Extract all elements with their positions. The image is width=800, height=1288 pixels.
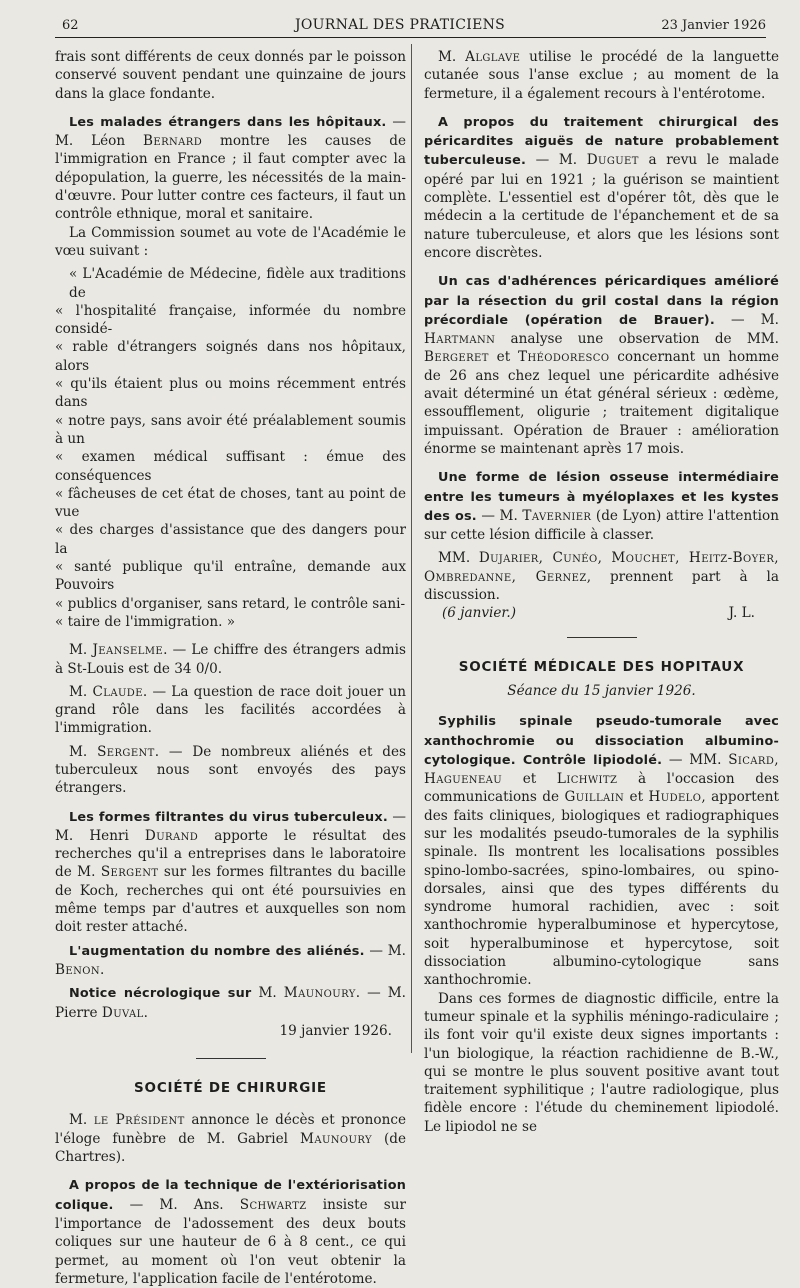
section-title: Les malades étrangers dans les hôpitaux. bbox=[69, 114, 387, 130]
quote-line: « rable d'étrangers soignés dans nos hôpitaux, alors bbox=[55, 339, 406, 374]
author-name: Dujarier, Cunéo, Mouchet, Heitz-Boyer, Ombredanne, Gernez bbox=[424, 550, 779, 585]
author-name: Alglave bbox=[465, 49, 521, 65]
quote-line: « examen médical suffisant : émue des conséquences bbox=[55, 449, 406, 484]
section-lesion-osseuse: Une forme de lésion osseuse intermédiaire entre les tumeurs à myéloplaxes et les kystes des os. — M. Tavernier (de Lyon) attire l'attention sur cette lésion difficile à classer. bbox=[424, 470, 779, 544]
section-adherences-pericardiques: Un cas d'adhérences péricardiques amélioré par la résection du gril costal dans la région précordiale (opération de Brauer). — M. Hartmann analyse une observation de MM. Bergeret et Théodoresco concernant un homme de 26 ans chez lequel une péricardite adhésive avait déterminé un état général sérieux : œdème, essoufflement, oligurie ; traitement digitalique impuissant. Opération de Brauer : amélioration énorme se maintenant après 17 mois. bbox=[424, 274, 779, 457]
column-separator bbox=[411, 44, 412, 1053]
author-name: Tavernier bbox=[522, 507, 592, 524]
author-name: Sicard, Hagueneau bbox=[424, 751, 779, 788]
paragraph-continuation: frais sont différents de ceux donnés par le poisson conservé souvent pendant une quinzaine de jours dans la glace fondante. bbox=[55, 49, 406, 102]
author-name: Benon bbox=[55, 961, 100, 978]
author-name: Théodoresco bbox=[518, 349, 610, 366]
author-name: Durand bbox=[144, 827, 199, 844]
paragraph-alglave: M. Alglave utilise le procédé de la languette cutanée sous l'anse exclue ; au moment de la fermeture, il a également recours à l'entérotome. bbox=[424, 49, 779, 102]
society-heading: SOCIÉTÉ DE CHIRURGIE bbox=[134, 1080, 327, 1097]
quote-line: « l'hospitalité française, informée du nombre considé- bbox=[55, 302, 406, 338]
author-name: Duguet bbox=[586, 152, 639, 169]
section-formes-filtrantes: Les formes filtrantes du virus tuberculeux. — M. Henri Durand apporte le résultat des recherches qu'il a entreprises dans le laboratoire de M. Sergent sur les formes filtrantes du bacille de Koch, recherches qui ont été poursuivies en même temps par d'autres et auxquelles son nom doit rester attaché. bbox=[55, 808, 406, 936]
paragraph-claude: M. Claude. — La question de race doit jouer un grand rôle dans les facilités accordées à l'immigration. bbox=[55, 683, 406, 737]
left-column bbox=[55, 48, 406, 1288]
paragraph-sergent: M. Sergent. — De nombreux aliénés et des tuberculeux nous sont envoyés des pays étrangers. bbox=[55, 743, 407, 797]
author-name: Maunoury bbox=[300, 1130, 372, 1147]
section-pericardites: A propos du traitement chirurgical des péricardites aiguës de nature probablement tuberculeuse. — M. Duguet a revu le malade opéré par lui en 1921 ; la guérison se maintient complète. L'essentiel est d'opérer tôt, dès que le médecin a la certitude de l'épanchement et de sa nature tuberculeuse, et alors que les lésions sont encore discrètes. bbox=[424, 114, 779, 261]
paragraph-jeanselme: M. Jeanselme. — Le chiffre des étrangers admis à St-Louis est de 34 0/0. bbox=[55, 642, 406, 677]
quote-line: « des charges d'assistance que des dangers pour la bbox=[55, 522, 406, 557]
header-rule bbox=[55, 37, 766, 38]
author-name: Sergent bbox=[100, 864, 159, 881]
section-title: A propos du traitement chirurgical des péricardites aiguës de nature probablement tuberculeuse. bbox=[424, 114, 779, 169]
section-title: A propos de la technique de l'extériorisation colique. bbox=[55, 1178, 406, 1213]
section-title: Une forme de lésion osseuse intermédiaire entre les tumeurs à myéloplaxes et les kystes des os. bbox=[424, 470, 779, 524]
author-name: Claude bbox=[92, 683, 143, 700]
page-number: 62 bbox=[62, 18, 79, 33]
section-title: Un cas d'adhérences péricardiques amélioré par la résection du gril costal dans la région précordiale (opération de Brauer). bbox=[424, 274, 779, 328]
section-title: Syphilis spinale pseudo-tumorale avec xanthochromie ou dissociation albumino-cytologique. Contrôle lipiodolé. bbox=[424, 714, 779, 768]
section-notice-necrologique: Notice nécrologique sur M. Maunoury. — M. Pierre Duval. bbox=[55, 985, 406, 1021]
author-name: Hudelo bbox=[648, 789, 702, 806]
issue-date: 23 Janvier 1926 bbox=[661, 18, 766, 33]
society-heading: SOCIÉTÉ MÉDICALE DES HOPITAUX bbox=[458, 658, 745, 675]
author-name: Bergeret bbox=[424, 349, 489, 366]
author-name: Jeanselme bbox=[92, 642, 164, 659]
quote-line: « qu'ils étaient plus ou moins récemment entrés dans bbox=[55, 376, 406, 411]
paragraph-commission: La Commission soumet au vote de l'Académie le vœu suivant : bbox=[55, 224, 406, 259]
section-alienes: L'augmentation du nombre des aliénés. — M. Benon. bbox=[55, 942, 407, 978]
section-exteriorisation-colique: A propos de la technique de l'extériorisation colique. — M. Ans. Schwartz insiste sur l'importance de l'adossement des deux bouts coliques sur une hauteur de 6 à 8 cent., ce qui permet, au moment où l'on veut obtenir la fermeture, l'application facile de l'entérotome. bbox=[55, 1178, 406, 1287]
quote-line: « L'Académie de Médecine, fidèle aux traditions de bbox=[69, 266, 406, 301]
section-syphilis-spinale: Syphilis spinale pseudo-tumorale avec xanthochromie ou dissociation albumino-cytologique. Contrôle lipiodolé. — MM. Sicard, Hagueneau et Lichwitz à l'occasion des communications de Guillain et Hudelo, apportent des faits cliniques, biologiques et radiographiques sur les modalités pseudo-tumorales de la syphilis spinale. Ils montrent les localisations possibles spino-lombo-sacrées, spino-lombaires, ou spino-dorsales, ainsi que des types différents du syndrome humoral rachidien, avec : soit xanthochromie hyperalbuminose et hypercytose, soit hyperalbuminose et hypercytose, soit dissociation albumino-cytologique sans xanthochromie. bbox=[424, 714, 779, 989]
paragraph-diagnostic: Dans ces formes de diagnostic difficile, entre la tumeur spinale et la syphilis méningo-radiculaire ; ils font voir qu'il existe deux signes importants : l'un biologique, la réaction rachidienne de B.-W., qui se montre le plus souvent positive avant tout traitement syphilitique ; l'autre radiologique, plus fidèle encore : l'étude du cheminement lipiodolé. Le lipiodol ne se bbox=[424, 990, 779, 1135]
quote-line: « publics d'organiser, sans retard, le contrôle sani- bbox=[55, 595, 406, 612]
dateline: 19 janvier 1926. bbox=[279, 1022, 392, 1039]
sitting-date: (6 janvier.) bbox=[442, 605, 517, 622]
quote-line: « taire de l'immigration. » bbox=[55, 613, 236, 630]
academie-vote-quote bbox=[55, 265, 406, 631]
author-name: Maunoury bbox=[283, 985, 356, 1002]
section-title: Notice nécrologique sur bbox=[69, 986, 252, 1002]
author-name: Sergent bbox=[97, 743, 155, 760]
author-name: Lichwitz bbox=[556, 771, 618, 788]
section-title: Les formes filtrantes du virus tuberculeux. bbox=[69, 809, 388, 825]
author-name: Guillain bbox=[564, 789, 625, 806]
right-column bbox=[424, 48, 779, 1136]
seance-date: Séance du 15 janvier 1926. bbox=[507, 682, 696, 699]
section-title: L'augmentation du nombre des aliénés. bbox=[69, 943, 365, 959]
author-name: Schwartz bbox=[239, 1196, 307, 1213]
quote-line: « notre pays, sans avoir été préalablement soumis à un bbox=[55, 412, 406, 447]
author-name: Hartmann bbox=[424, 331, 496, 348]
quote-line: « fâcheuses de cet état de choses, tant au point de vue bbox=[55, 485, 406, 521]
journal-title: JOURNAL DES PRATICIENS bbox=[294, 17, 506, 33]
page-header bbox=[0, 0, 800, 40]
author-name: Duval bbox=[101, 1004, 144, 1021]
author-name: Bernard bbox=[142, 133, 203, 150]
paragraph-discussion: MM. Dujarier, Cunéo, Mouchet, Heitz-Boyer, Ombredanne, Gernez, prennent part à la discussion. bbox=[424, 550, 779, 604]
paragraph-president: M. le Président annonce le décès et prononce l'éloge funèbre de M. Gabriel Maunoury (de Chartres). bbox=[55, 1112, 407, 1166]
quote-line: « santé publique qu'il entraîne, demande aux Pouvoirs bbox=[55, 559, 406, 594]
author-initials: J. L. bbox=[728, 605, 755, 622]
signature-line bbox=[424, 604, 779, 622]
section-malades-etrangers: Les malades étrangers dans les hôpitaux. — M. Léon Bernard montre les causes de l'immigration en France ; il faut compter avec la dépopulation, la guerre, les nécessités de la main-d'œuvre. Pour lutter contre ces facteurs, il faut un contrôle ethnique, moral et sanitaire. bbox=[55, 113, 406, 223]
author-name: le Président bbox=[93, 1112, 185, 1129]
